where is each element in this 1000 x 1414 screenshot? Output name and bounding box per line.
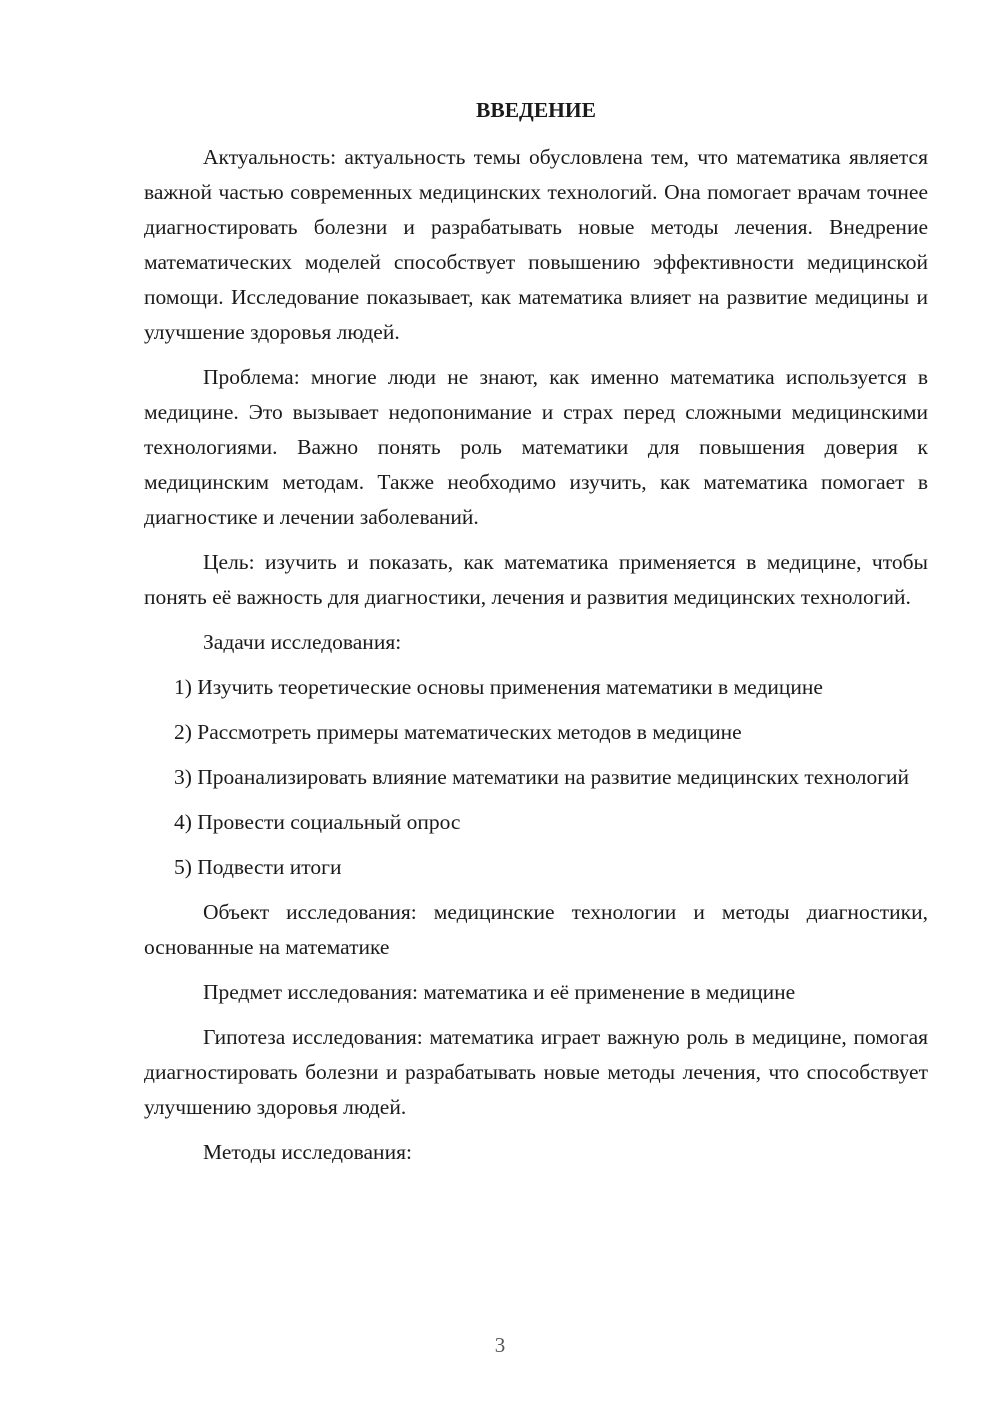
relevance-paragraph: Актуальность: актуальность темы обусловлена тем, что математика является важной частью современных медицинских технологий. Она помогает врачам точнее диагностировать болезни и разрабатывать новые методы лечения. Внедрение математических моделей способствует повышению эффективности медицинской помощи. Исследование показывает, как математика влияет на развитие медицины и улучшение здоровья людей. [144,145,928,344]
subject-paragraph: Предмет исследования: математика и её применение в медицине [203,980,796,1004]
page-content [144,94,928,1180]
task-item-4: 4) Провести социальный опрос [174,810,461,834]
tasks-title: Задачи исследования: [203,630,402,654]
problem-paragraph: Проблема: многие люди не знают, как именно математика используется в медицине. Это вызывает недопонимание и страх перед сложными медицинскими технологиями. Важно понять роль математики для повышения доверия к медицинским методам. Также необходимо изучить, как математика помогает в диагностике и лечении заболеваний. [144,365,928,529]
task-item-1: 1) Изучить теоретические основы применения математики в медицине [174,675,823,699]
hypothesis-paragraph: Гипотеза исследования: математика играет важную роль в медицине, помогая диагностировать болезни и разрабатывать новые методы лечения, что способствует улучшению здоровья людей. [144,1025,928,1119]
page-number: 3 [494,1333,506,1357]
task-item-5: 5) Подвести итоги [174,855,342,879]
section-heading: ВВЕДЕНИЕ [476,98,596,122]
goal-paragraph: Цель: изучить и показать, как математика применяется в медицине, чтобы понять её важность для диагностики, лечения и развития медицинских технологий. [144,550,928,609]
object-paragraph: Объект исследования: медицинские технологии и методы диагностики, основанные на математике [144,900,928,959]
methods-title: Методы исследования: [203,1140,412,1164]
task-item-3: 3) Проанализировать влияние математики на развитие медицинских технологий [174,765,910,789]
task-item-2: 2) Рассмотреть примеры математических методов в медицине [174,720,742,744]
